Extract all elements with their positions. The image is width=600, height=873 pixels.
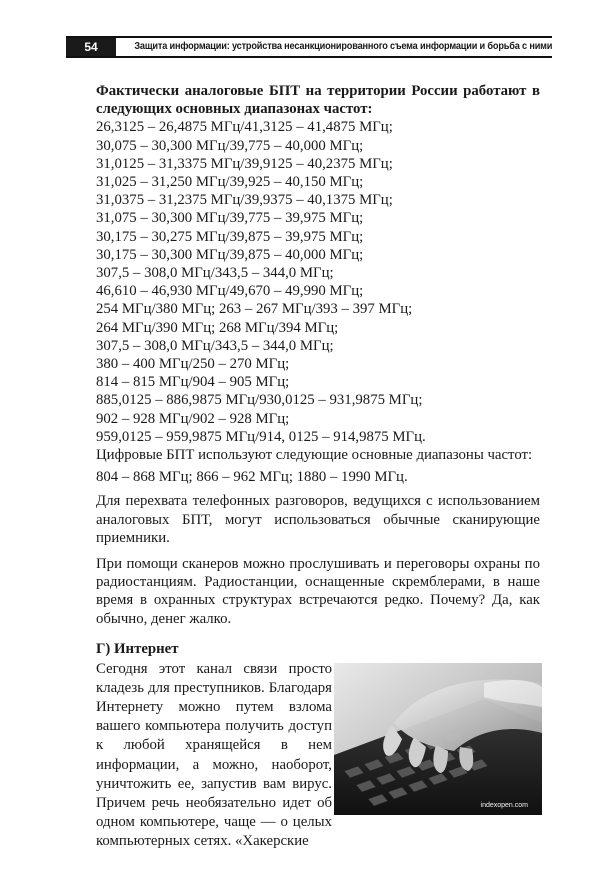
frequency-item: 31,075 – 30,300 МГц/39,775 – 39,975 МГц; [96,210,364,227]
internet-paragraph: Сегодня этот канал связи просто кладезь для преступников. Благодаря Интернету можно путем взлома вашего компьютера получить доступ к любой хранящейся в нем информации, а можно, наоборот, уничтожить ее, запустив вам вирус. Причем речь необязательно идет об одном компьютере, чаще — о целых компьютерных сетях. «Хакерские [96,661,332,849]
frequency-item: 31,0125 – 31,3375 МГц/39,9125 – 40,2375 МГц; [96,155,393,172]
running-title: Защита информации: устройства несанкционированного съема информации и борьба с ними [134,41,552,52]
frequency-item: 264 МГц/390 МГц; 268 МГц/394 МГц; [96,319,339,336]
page-number: 54 [66,38,116,56]
frequency-item: 30,075 – 30,300 МГц/39,775 – 40,000 МГц; [96,137,364,154]
frequency-item: 307,5 – 308,0 МГц/343,5 – 344,0 МГц; [96,337,334,354]
digital-intro-paragraph: Цифровые БПТ используют следующие основные диапазоны частот: [96,447,533,464]
frequency-item: 959,0125 – 959,9875 МГц/914, 0125 – 914,9875 МГц. [96,428,426,445]
frequency-item: 380 – 400 МГц/250 – 270 МГц; [96,356,290,373]
digital-frequency-ranges: 804 – 868 МГц; 866 – 962 МГц; 1880 – 1990 МГц. [96,469,408,486]
frequency-item: 30,175 – 30,300 МГц/39,875 – 40,000 МГц; [96,246,364,263]
frequency-item: 814 – 815 МГц/904 – 905 МГц; [96,374,290,391]
image-watermark: indexopen.com [480,802,528,809]
analog-frequency-list [96,118,540,446]
frequency-item: 902 – 928 МГц/902 – 928 МГц; [96,410,290,427]
frequency-item: 31,025 – 31,250 МГц/39,925 – 40,150 МГц; [96,174,364,191]
frequency-item: 31,0375 – 31,2375 МГц/39,9375 – 40,1375 МГц; [96,192,393,209]
frequency-item: 46,610 – 46,930 МГц/49,670 – 49,990 МГц; [96,283,364,300]
frequency-item: 26,3125 – 26,4875 МГц/41,3125 – 41,4875 МГц; [96,119,393,136]
guards-paragraph: При помощи сканеров можно прослушивать и переговоры охраны по радиостанциям. Радиостанции, оснащенные скремблерами, в наше время в охранных структурах встречаются редко. Почему? Да, как обычно, денег жалко. [96,556,540,627]
frequency-item: 30,175 – 30,275 МГц/39,875 – 39,975 МГц; [96,228,364,245]
main-text [96,82,540,628]
keyboard-hands-illustration [334,663,542,815]
frequency-item: 885,0125 – 886,9875 МГц/930,0125 – 931,9875 МГц; [96,392,423,409]
keyboard-hands-photo [334,663,542,815]
frequency-item: 307,5 – 308,0 МГц/343,5 – 344,0 МГц; [96,265,334,282]
running-header [66,36,552,58]
internet-section [96,640,332,851]
frequency-item: 254 МГц/380 МГц; 263 – 267 МГц/393 – 397 МГц; [96,301,413,318]
section-title: Г) Интернет [96,641,179,657]
intro-paragraph: Фактически аналоговые БПТ на территории России работают в следующих основных диапазонах частот: [96,83,540,118]
scanners-paragraph: Для перехвата телефонных разговоров, ведущихся с использованием аналоговых БПТ, могут использоваться обычные сканирующие приемники. [96,493,540,546]
